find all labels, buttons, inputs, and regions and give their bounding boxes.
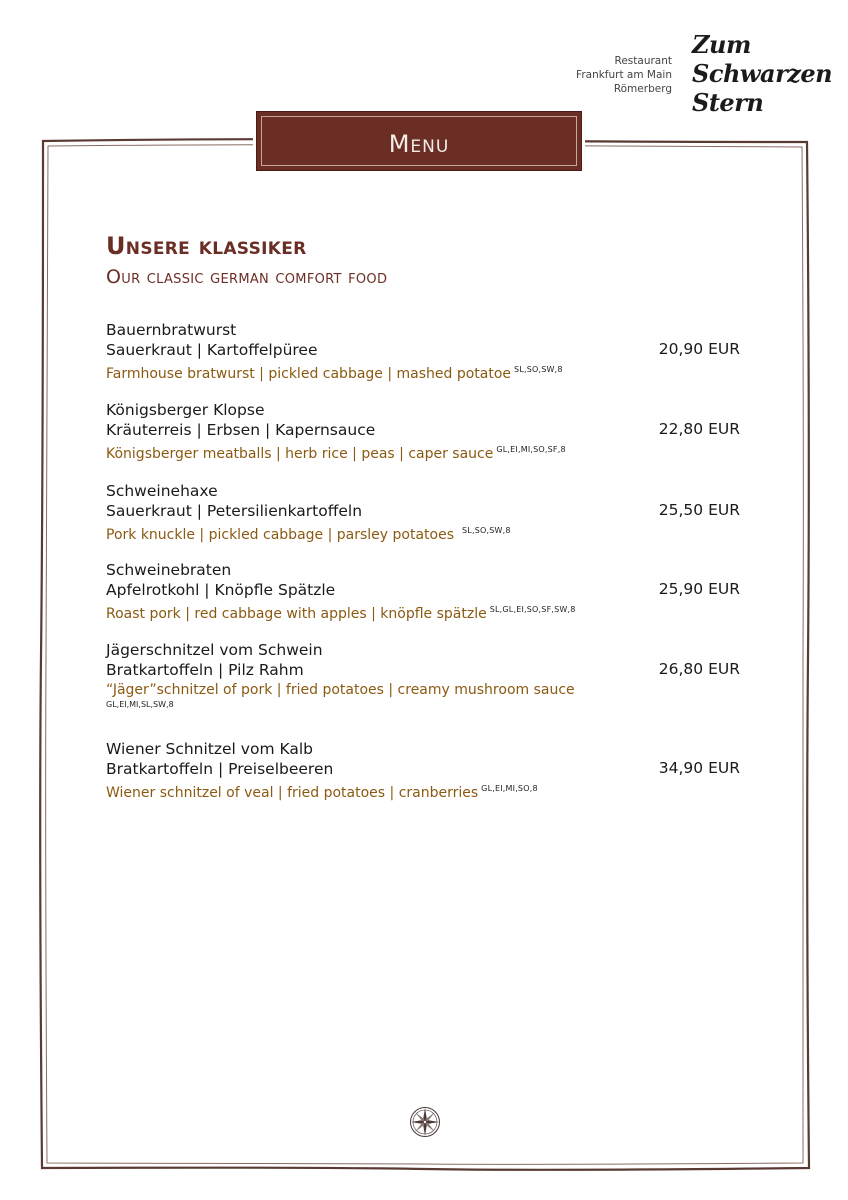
item-name: Schweinehaxe bbox=[106, 482, 218, 500]
item-english-text: Roast pork | red cabbage with apples | knöpfle spätzle bbox=[106, 606, 487, 622]
item-allergens: SL,SO,SW,8 bbox=[514, 365, 563, 374]
logo-line: Zum bbox=[692, 30, 751, 59]
item-name: Bauernbratwurst bbox=[106, 321, 237, 339]
info-line: Römerberg bbox=[613, 83, 672, 95]
info-line: Restaurant bbox=[614, 55, 672, 67]
menu-item bbox=[106, 481, 746, 545]
menu-banner-panel bbox=[256, 111, 582, 171]
item-price: 20,90 EUR bbox=[658, 340, 740, 358]
item-price: 25,50 EUR bbox=[658, 501, 740, 519]
menu-item bbox=[106, 400, 746, 464]
menu-title: Menu bbox=[388, 130, 450, 158]
item-price: 25,90 EUR bbox=[658, 580, 740, 598]
logo-line: Stern bbox=[692, 88, 764, 117]
restaurant-logo bbox=[692, 30, 832, 117]
item-english bbox=[106, 779, 746, 803]
item-price: 22,80 EUR bbox=[658, 420, 740, 438]
section-subtitle: Our classic german comfort food bbox=[106, 266, 388, 288]
item-name: Wiener Schnitzel vom Kalb bbox=[106, 740, 314, 758]
item-sides: Bratkartoffeln | Preiselbeeren bbox=[106, 760, 334, 778]
item-allergens: GL,EI,MI,SL,SW,8 bbox=[106, 700, 174, 709]
item-english-text: Königsberger meatballs | herb rice | peas | caper sauce bbox=[106, 446, 494, 462]
item-allergens: GL,EI,MI,SO,SF,8 bbox=[496, 445, 566, 454]
item-name: Schweinebraten bbox=[106, 561, 232, 579]
item-price: 34,90 EUR bbox=[658, 759, 740, 777]
item-name: Jägerschnitzel vom Schwein bbox=[106, 641, 323, 659]
item-sides: Apfelrotkohl | Knöpfle Spätzle bbox=[106, 581, 336, 599]
item-sides: Kräuterreis | Erbsen | Kapernsauce bbox=[106, 421, 376, 439]
item-english-text: Farmhouse bratwurst | pickled cabbage | mashed potatoe bbox=[106, 366, 512, 382]
item-english-text: Wiener schnitzel of veal | fried potatoes | cranberries bbox=[106, 785, 479, 801]
logo-line: Schwarzen bbox=[692, 59, 833, 88]
compass-rose-icon bbox=[409, 1106, 441, 1138]
item-name: Königsberger Klopse bbox=[106, 401, 265, 419]
item-english-text: Pork knuckle | pickled cabbage | parsley potatoes bbox=[106, 527, 455, 543]
item-allergens: SL,SO,SW,8 bbox=[462, 526, 511, 535]
item-price: 26,80 EUR bbox=[658, 660, 740, 678]
item-english: “Jäger”schnitzel of pork | fried potatoes | creamy mushroom sauce bbox=[106, 682, 575, 698]
menu-item bbox=[106, 739, 746, 803]
item-english bbox=[106, 600, 746, 624]
item-allergens: GL,EI,MI,SO,8 bbox=[481, 784, 538, 793]
restaurant-info bbox=[576, 54, 672, 96]
item-sides: Sauerkraut | Petersilienkartoffeln bbox=[106, 502, 363, 520]
item-english bbox=[106, 440, 746, 464]
item-english bbox=[106, 521, 746, 545]
menu-title-banner bbox=[253, 108, 585, 174]
section-title: Unsere klassiker bbox=[106, 232, 307, 260]
info-line: Frankfurt am Main bbox=[576, 69, 672, 81]
item-sides: Sauerkraut | Kartoffelpüree bbox=[106, 341, 318, 359]
menu-item bbox=[106, 320, 746, 384]
item-allergens: SL,GL,EI,SO,SF,SW,8 bbox=[489, 605, 576, 614]
item-english bbox=[106, 360, 746, 384]
menu-item bbox=[106, 640, 746, 710]
menu-item bbox=[106, 560, 746, 624]
item-sides: Bratkartoffeln | Pilz Rahm bbox=[106, 661, 304, 679]
